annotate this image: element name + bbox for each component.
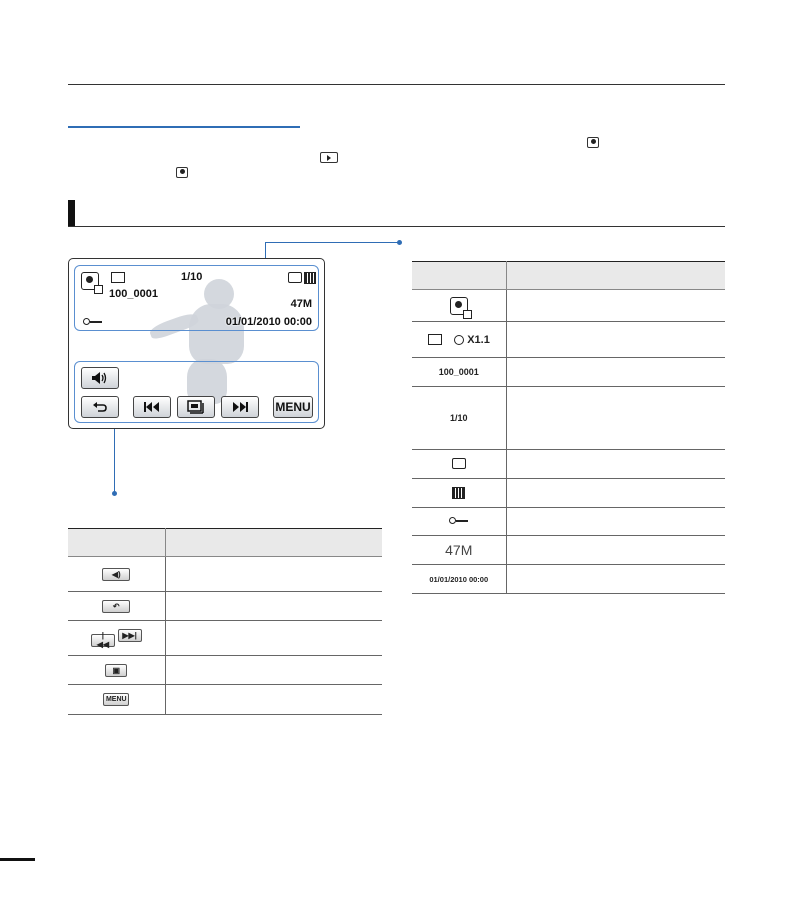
slideshow-icon: ▣ bbox=[105, 664, 127, 677]
section-rule bbox=[68, 226, 725, 227]
row-description bbox=[165, 685, 382, 715]
row-description bbox=[506, 322, 725, 358]
controls-table bbox=[68, 528, 382, 715]
zoom-level: X1.1 bbox=[467, 333, 490, 346]
top-rule bbox=[68, 84, 725, 85]
table-row bbox=[68, 592, 382, 621]
table-row bbox=[412, 322, 725, 358]
indicators-table-desc-header bbox=[506, 262, 725, 290]
page-corner-rule bbox=[0, 858, 35, 861]
volume-button[interactable] bbox=[81, 367, 119, 389]
callout-top-dot bbox=[397, 240, 402, 245]
slideshow-button[interactable] bbox=[177, 396, 215, 418]
table-row bbox=[412, 358, 725, 387]
protect-key-icon bbox=[449, 517, 469, 525]
row-description bbox=[506, 508, 725, 536]
previous-button[interactable] bbox=[133, 396, 171, 418]
photo-mode-icon bbox=[450, 297, 468, 315]
table-row bbox=[68, 557, 382, 592]
battery-icon bbox=[452, 487, 465, 499]
slideshow-icon bbox=[428, 334, 442, 345]
row-description bbox=[506, 565, 725, 594]
row-description bbox=[506, 358, 725, 387]
callout-top bbox=[265, 242, 399, 243]
controls-table-icon-header bbox=[68, 529, 165, 557]
menu-icon: MENU bbox=[103, 693, 129, 706]
play-icon bbox=[320, 152, 338, 163]
row-description bbox=[506, 387, 725, 450]
table-row bbox=[412, 479, 725, 508]
indicators-table bbox=[412, 261, 725, 594]
storage-card-icon bbox=[452, 458, 466, 469]
file-counter: 1/10 bbox=[449, 412, 468, 423]
table-row bbox=[412, 450, 725, 479]
row-description bbox=[165, 656, 382, 685]
back-icon: ↶ bbox=[102, 600, 130, 613]
row-description bbox=[506, 450, 725, 479]
table-row bbox=[68, 656, 382, 685]
section-marker bbox=[68, 200, 75, 226]
row-description bbox=[506, 536, 725, 565]
next-icon: ▶▶| bbox=[118, 629, 142, 642]
remaining-memory: 47M bbox=[445, 542, 473, 558]
file-number: 100_0001 bbox=[109, 288, 158, 300]
table-row bbox=[68, 621, 382, 656]
table-row bbox=[412, 536, 725, 565]
table-row bbox=[412, 387, 725, 450]
date-time: 01/01/2010 00:00 bbox=[225, 316, 312, 328]
row-description bbox=[165, 592, 382, 621]
slideshow-icon bbox=[111, 272, 125, 283]
info-display-area bbox=[74, 265, 319, 331]
row-description bbox=[506, 479, 725, 508]
row-description bbox=[165, 557, 382, 592]
file-number: 100_0001 bbox=[438, 366, 479, 377]
zoom-icon bbox=[454, 335, 464, 345]
table-row bbox=[68, 685, 382, 715]
indicators-table-icon-header bbox=[412, 262, 506, 290]
volume-icon: ◀) bbox=[102, 568, 130, 581]
row-description bbox=[165, 621, 382, 656]
controls-table-desc-header bbox=[165, 529, 382, 557]
back-button[interactable] bbox=[81, 396, 119, 418]
photo-playback-icon bbox=[176, 167, 188, 178]
photo-mode-icon bbox=[81, 272, 99, 290]
row-description bbox=[506, 290, 725, 322]
table-row bbox=[412, 290, 725, 322]
lcd-screen bbox=[68, 258, 325, 429]
protect-key-icon bbox=[83, 318, 103, 326]
remaining-memory: 47M bbox=[290, 298, 312, 310]
table-row bbox=[412, 508, 725, 536]
photo-playback-icon bbox=[587, 137, 599, 148]
next-button[interactable] bbox=[221, 396, 259, 418]
date-time: 01/01/2010 00:00 bbox=[429, 574, 489, 584]
previous-icon: |◀◀ bbox=[91, 634, 115, 647]
control-area bbox=[74, 361, 319, 423]
storage-card-icon bbox=[288, 272, 302, 283]
file-counter: 1/10 bbox=[181, 271, 203, 283]
callout-bottom-vertical bbox=[114, 425, 115, 493]
battery-icon bbox=[304, 272, 316, 284]
callout-bottom-dot bbox=[112, 491, 117, 496]
table-row bbox=[412, 565, 725, 594]
heading-underline bbox=[68, 126, 300, 128]
menu-button[interactable]: MENU bbox=[273, 396, 313, 418]
